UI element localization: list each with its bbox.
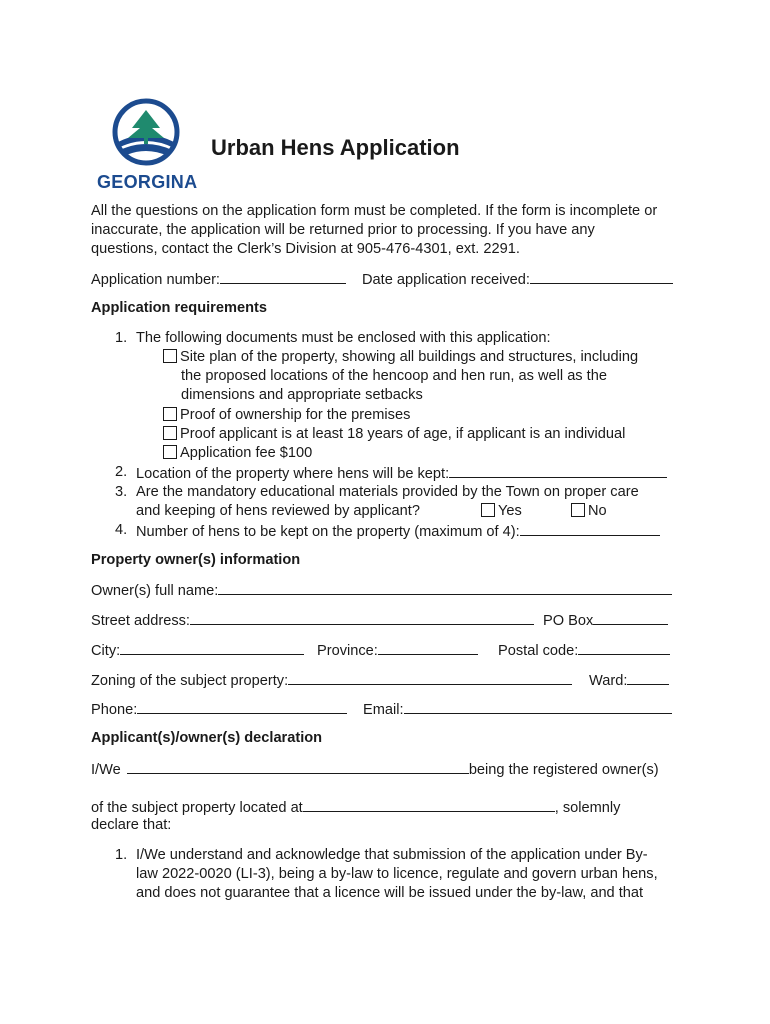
logo-wordmark: GEORGINA: [97, 172, 198, 192]
postal-row: Postal code:: [498, 640, 670, 662]
ward-row: Ward:: [589, 670, 669, 692]
province-row: Province:: [317, 640, 478, 662]
date-received-label: Date application received:: [362, 269, 673, 291]
email-field[interactable]: [404, 699, 672, 714]
decl-item1-line1: I/We understand and acknowledge that submission of the application under By-: [136, 847, 648, 863]
street-field[interactable]: [190, 610, 534, 625]
georgina-logo: [96, 98, 200, 194]
zoning-field[interactable]: [288, 670, 572, 685]
req-item2: Location of the property where hens will be kept:: [136, 463, 667, 485]
phone-row: Phone:: [91, 699, 347, 721]
doc-site-plan-line2: the proposed locations of the hencoop and hen run, as well as the: [181, 368, 607, 384]
iwe-row: I/We being the registered owner(s): [91, 759, 659, 781]
no-option: No: [571, 502, 607, 522]
declaration-heading: Applicant(s)/owner(s) declaration: [91, 730, 323, 746]
no-checkbox[interactable]: [571, 503, 585, 517]
zoning-row: Zoning of the subject property:: [91, 670, 572, 692]
city-row: City:: [91, 640, 304, 662]
doc-site-plan: Site plan of the property, showing all buildings and structures, including: [163, 348, 638, 368]
doc-age: Proof applicant is at least 18 years of age, if applicant is an individual: [163, 425, 625, 445]
decl-item1-num: 1.: [115, 847, 128, 863]
postal-field[interactable]: [578, 640, 670, 655]
email-row: Email:: [363, 699, 672, 721]
intro-line-2: inaccurate, the application will be returned prior to processing. If you have any: [91, 222, 595, 238]
intro-line-3: questions, contact the Clerk’s Division at 905-476-4301, ext. 2291.: [91, 241, 520, 257]
yes-checkbox[interactable]: [481, 503, 495, 517]
site-plan-checkbox[interactable]: [163, 349, 177, 363]
req-item3-line1: Are the mandatory educational materials provided by the Town on proper care: [136, 484, 639, 500]
req-item3-line2: and keeping of hens reviewed by applicant?: [136, 503, 420, 519]
hen-count-field[interactable]: [520, 521, 660, 536]
ward-field[interactable]: [627, 670, 669, 685]
req-item4-num: 4.: [115, 522, 128, 538]
street-row: Street address:: [91, 610, 534, 632]
req-item3-num: 3.: [115, 484, 128, 500]
app-number-field[interactable]: [220, 269, 346, 284]
province-field[interactable]: [378, 640, 478, 655]
owner-name-row: Owner(s) full name:: [91, 580, 672, 602]
po-box-row: PO Box: [543, 610, 668, 632]
date-received-field[interactable]: [530, 269, 673, 284]
req-item2-num: 2.: [115, 464, 128, 480]
city-field[interactable]: [120, 640, 304, 655]
located-row: of the subject property located at , solemnly: [91, 797, 620, 819]
requirements-heading: Application requirements: [91, 300, 267, 316]
declare-that: declare that:: [91, 817, 172, 833]
age-checkbox[interactable]: [163, 426, 177, 440]
ownership-checkbox[interactable]: [163, 407, 177, 421]
owner-name-field[interactable]: [218, 580, 672, 595]
owner-heading: Property owner(s) information: [91, 552, 301, 568]
declarant-name-field[interactable]: [127, 759, 469, 774]
req-item1-text: The following documents must be enclosed with this application:: [136, 330, 551, 346]
app-number-label: Application number:: [91, 269, 346, 291]
logo-emblem-icon: [96, 98, 200, 168]
doc-fee: Application fee $100: [163, 444, 312, 464]
req-item1-num: 1.: [115, 330, 128, 346]
page-title: Urban Hens Application: [211, 135, 460, 160]
po-box-field[interactable]: [593, 610, 668, 625]
phone-field[interactable]: [137, 699, 347, 714]
req-item4: Number of hens to be kept on the property (maximum of 4):: [136, 521, 660, 543]
decl-item1-line3: and does not guarantee that a licence will be issued under the by-law, and that: [136, 885, 644, 901]
location-field[interactable]: [449, 463, 667, 478]
subject-property-field[interactable]: [303, 797, 555, 812]
decl-item1-line2: law 2022-0020 (LI-3), being a by-law to licence, regulate and govern urban hens,: [136, 866, 658, 882]
doc-site-plan-line3: dimensions and appropriate setbacks: [181, 387, 423, 403]
doc-ownership: Proof of ownership for the premises: [163, 406, 410, 426]
yes-option: Yes: [481, 502, 522, 522]
fee-checkbox[interactable]: [163, 445, 177, 459]
intro-line-1: All the questions on the application form must be completed. If the form is incomplete or: [91, 203, 658, 219]
